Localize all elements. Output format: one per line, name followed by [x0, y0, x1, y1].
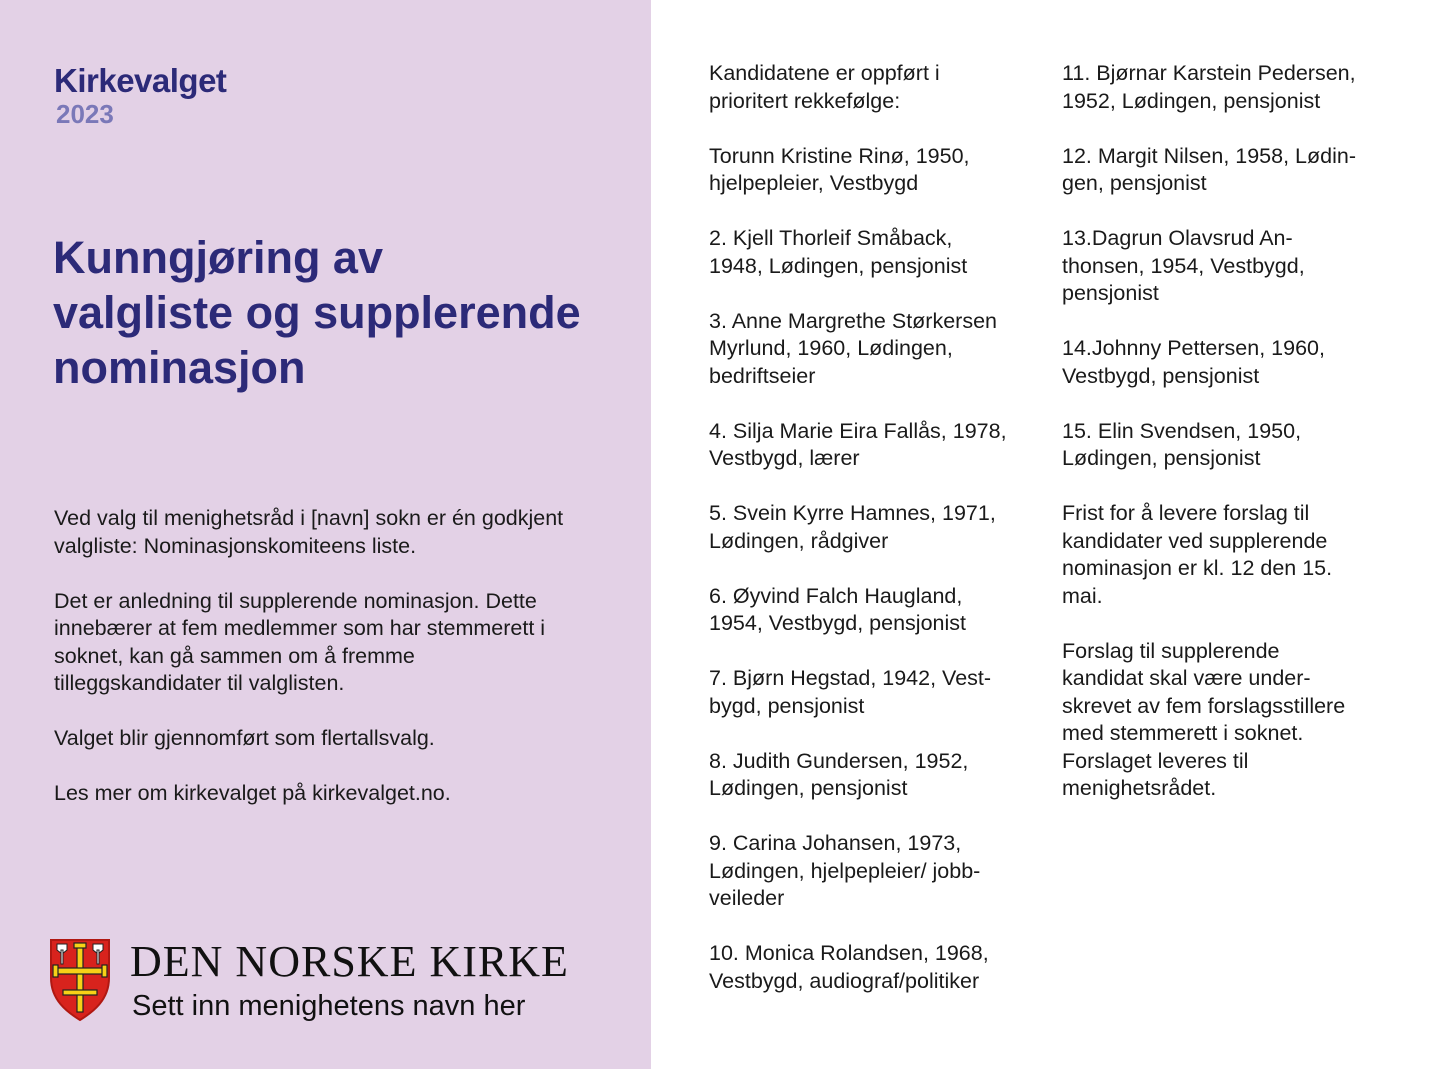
text-line: innebærer at fem medlemmer som har stemmerett i [54, 616, 546, 640]
text-line: med stemmerett i soknet. [1062, 721, 1304, 745]
text-line: Lødingen, rådgiver [709, 528, 889, 553]
text-line: thonsen, 1954, Vestbygd, [1062, 253, 1305, 278]
text-paragraph [709, 225, 1039, 280]
text-line: pensjonist [1062, 281, 1159, 305]
candidate-list-column-a [709, 60, 1039, 1023]
text-paragraph [1062, 225, 1402, 308]
text-line: Lødingen, pensjonist [709, 776, 908, 800]
text-paragraph [1062, 638, 1402, 803]
page-title-line: Kunngjøring av [53, 232, 383, 283]
text-line: 2. Kjell Thorleif Småback, [709, 226, 953, 250]
text-line: Frist for å levere forslag til [1062, 501, 1310, 525]
text-line: bedriftseier [709, 363, 816, 388]
text-paragraph [709, 940, 1039, 995]
text-line: 1954, Vestbygd, pensjonist [709, 611, 966, 635]
text-line: nominasjon er kl. 12 den 15. [1062, 556, 1333, 580]
text-paragraph [1062, 60, 1402, 115]
brand-year: 2023 [56, 99, 114, 129]
text-line: 1948, Lødingen, pensjonist [709, 253, 968, 278]
text-paragraph [1062, 500, 1402, 610]
text-line: Torunn Kristine Rinø, 1950, [709, 143, 970, 168]
text-line: bygd, pensjonist [709, 693, 865, 718]
text-line: 1952, Lødingen, pensjonist [1062, 88, 1321, 113]
text-line: kandidat skal være under- [1062, 666, 1311, 690]
text-line: tilleggskandidater til valglisten. [54, 671, 345, 695]
text-line: Lødingen, hjelpepleier/ jobb- [709, 858, 981, 883]
text-line: 5. Svein Kyrre Hamnes, 1971, [709, 501, 996, 525]
text-paragraph [54, 588, 614, 698]
text-paragraph [54, 505, 614, 560]
text-line: menighetsrådet. [1062, 776, 1217, 800]
church-shield-icon [47, 938, 113, 1022]
text-paragraph [709, 830, 1039, 913]
text-line: kandidater ved supplerende [1062, 528, 1328, 553]
text-paragraph [709, 500, 1039, 555]
text-paragraph [709, 748, 1039, 803]
text-line: 9. Carina Johansen, 1973, [709, 831, 962, 855]
text-line: Ved valg til menighetsråd i [navn] sokn er én godkjent [54, 506, 564, 530]
text-line: 4. Silja Marie Eira Fallås, 1978, [709, 418, 1007, 443]
parish-name-placeholder: Sett inn menighetens navn her [132, 990, 526, 1022]
text-line: Vestbygd, lærer [709, 446, 860, 470]
text-line: 6. Øyvind Falch Haugland, [709, 583, 963, 608]
text-line: prioritert rekkefølge: [709, 88, 901, 113]
text-paragraph [709, 583, 1039, 638]
text-line: Vestbygd, pensjonist [1062, 363, 1260, 388]
text-line: Myrlund, 1960, Lødingen, [709, 336, 953, 360]
text-line: 14.Johnny Pettersen, 1960, [1062, 336, 1325, 360]
page-title-line: nominasjon [53, 342, 306, 393]
text-line: Kandidatene er oppført i [709, 61, 940, 85]
text-line: Les mer om kirkevalget på kirkevalget.no. [54, 781, 451, 805]
text-line: 8. Judith Gundersen, 1952, [709, 748, 969, 773]
text-line: valgliste: Nominasjonskomiteens liste. [54, 533, 417, 558]
text-line: 13.Dagrun Olavsrud An- [1062, 226, 1293, 250]
left-panel [0, 0, 651, 1069]
text-line: 10. Monica Rolandsen, 1968, [709, 941, 989, 965]
text-line: 11. Bjørnar Karstein Pedersen, [1062, 61, 1356, 85]
text-line: 7. Bjørn Hegstad, 1942, Vest- [709, 666, 992, 690]
text-paragraph [1062, 418, 1402, 473]
text-paragraph [54, 725, 614, 753]
text-paragraph [709, 418, 1039, 473]
text-line: hjelpepleier, Vestbygd [709, 171, 919, 195]
page-title-line: valgliste og supplerende [53, 287, 581, 338]
intro-text [54, 505, 614, 835]
text-line: Forslag til supplerende [1062, 638, 1280, 663]
text-line: veileder [709, 886, 785, 910]
text-line: gen, pensjonist [1062, 171, 1207, 195]
text-paragraph [1062, 335, 1402, 390]
candidate-list-column-b [1062, 60, 1402, 830]
text-line: Lødingen, pensjonist [1062, 446, 1261, 470]
brand-name: Kirkevalget [54, 62, 227, 99]
text-paragraph [709, 143, 1039, 198]
text-paragraph [54, 780, 614, 808]
text-line: skrevet av fem forslagsstillere [1062, 693, 1346, 718]
text-line: 3. Anne Margrethe Størkersen [709, 308, 998, 333]
text-line: Valget blir gjennomført som flertallsvalg. [54, 726, 435, 750]
text-paragraph [709, 60, 1039, 115]
text-paragraph [1062, 143, 1402, 198]
text-paragraph [709, 308, 1039, 391]
text-line: 15. Elin Svendsen, 1950, [1062, 418, 1302, 443]
text-paragraph [709, 665, 1039, 720]
logo-wordmark: DEN NORSKE KIRKE [130, 937, 569, 986]
text-line: Forslaget leveres til [1062, 748, 1249, 773]
text-line: soknet, kan gå sammen om å fremme [54, 643, 415, 668]
text-line: Vestbygd, audiograf/politiker [709, 968, 980, 993]
page-title [53, 230, 633, 395]
text-line: Det er anledning til supplerende nominasjon. Dette [54, 588, 537, 613]
text-line: 12. Margit Nilsen, 1958, Lødin- [1062, 143, 1356, 168]
text-line: mai. [1062, 583, 1103, 608]
